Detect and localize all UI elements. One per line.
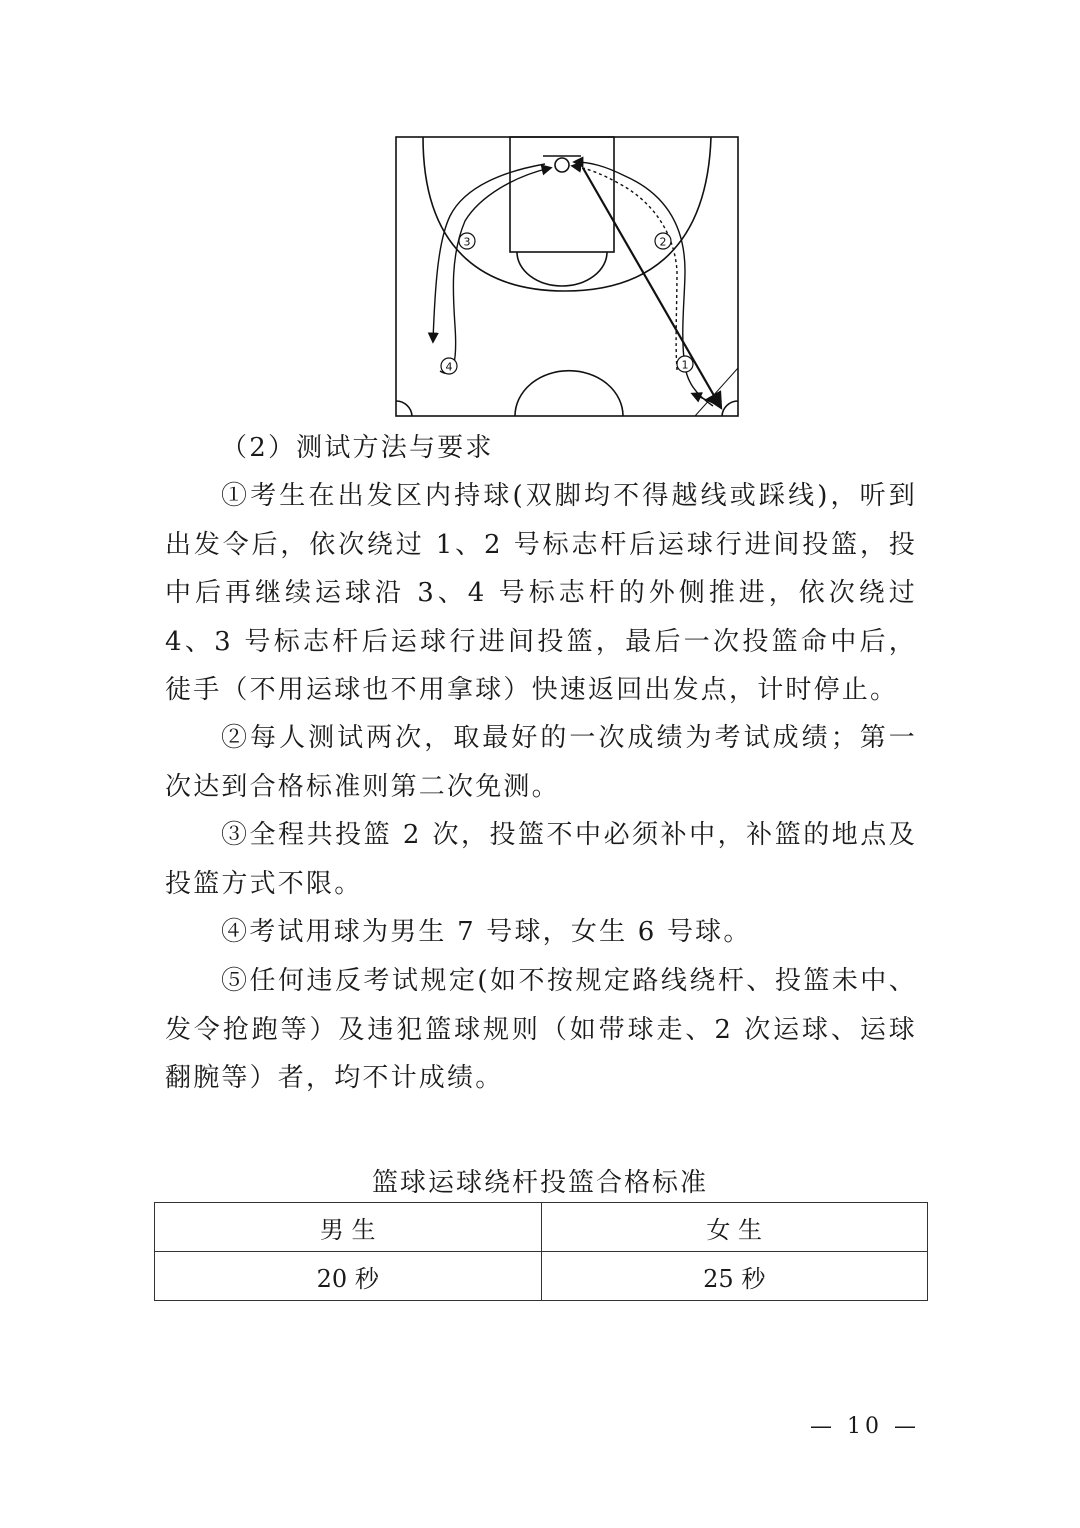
value-male: 20 秒 bbox=[155, 1252, 542, 1301]
item-2: ②每人测试两次，取最好的一次成绩为考试成绩；第一次达到合格标准则第二次免测。 bbox=[165, 723, 917, 802]
pole-4 bbox=[441, 358, 457, 374]
item-1: ①考生在出发区内持球(双脚均不得越线或踩线)，听到出发令后，依次绕过 1、2 号标志杆后运球行进间投篮，投中后再继续运球沿 3、4 号标志杆的外侧推进，依次绕过 4、3 号标志杆后运球行进间投篮，最后一次投篮命中后，徒手（不用运球也不用拿球）快速返回出发点，计时停止。 bbox=[165, 481, 917, 705]
pole-label-3: 3 bbox=[463, 235, 471, 249]
item-3: ③全程共投篮 2 次，投篮不中必须补中，补篮的地点及投篮方式不限。 bbox=[165, 820, 917, 899]
pole-2 bbox=[655, 233, 671, 249]
item-4: ④考试用球为男生 7 号球，女生 6 号球。 bbox=[221, 917, 752, 947]
table-header-row bbox=[155, 1203, 928, 1252]
table-row bbox=[155, 1252, 928, 1301]
header-female: 女 生 bbox=[541, 1203, 928, 1252]
pole-1 bbox=[677, 356, 693, 372]
corner-arc-right bbox=[722, 401, 738, 416]
free-throw-circle bbox=[517, 252, 607, 286]
item-5: ⑤任何违反考试规定(如不按规定路线绕杆、投篮未中、发令抢跑等）及违犯篮球规则（如带球走、2 次运球、运球翻腕等）者，均不计成绩。 bbox=[165, 966, 917, 1093]
page-number: — 10 — bbox=[810, 1414, 920, 1439]
standards-table bbox=[154, 1202, 928, 1301]
court-diagram bbox=[395, 136, 740, 418]
pole-label-4: 4 bbox=[445, 360, 453, 374]
path-right bbox=[575, 162, 713, 406]
header-male: 男 生 bbox=[155, 1203, 542, 1252]
pole-label-2: 2 bbox=[659, 235, 667, 249]
corner-arc-left bbox=[396, 401, 412, 416]
value-female: 25 秒 bbox=[541, 1252, 928, 1301]
pole-label-1: 1 bbox=[681, 358, 689, 372]
path-right-inner bbox=[573, 166, 677, 370]
section-heading: （2）测试方法与要求 bbox=[221, 433, 494, 463]
center-circle bbox=[515, 371, 623, 416]
hoop bbox=[555, 158, 569, 172]
marker-poles bbox=[441, 233, 693, 374]
pole-3 bbox=[459, 233, 475, 249]
path-left-return bbox=[440, 168, 550, 373]
table-title: 篮球运球绕杆投篮合格标准 bbox=[371, 1168, 708, 1198]
